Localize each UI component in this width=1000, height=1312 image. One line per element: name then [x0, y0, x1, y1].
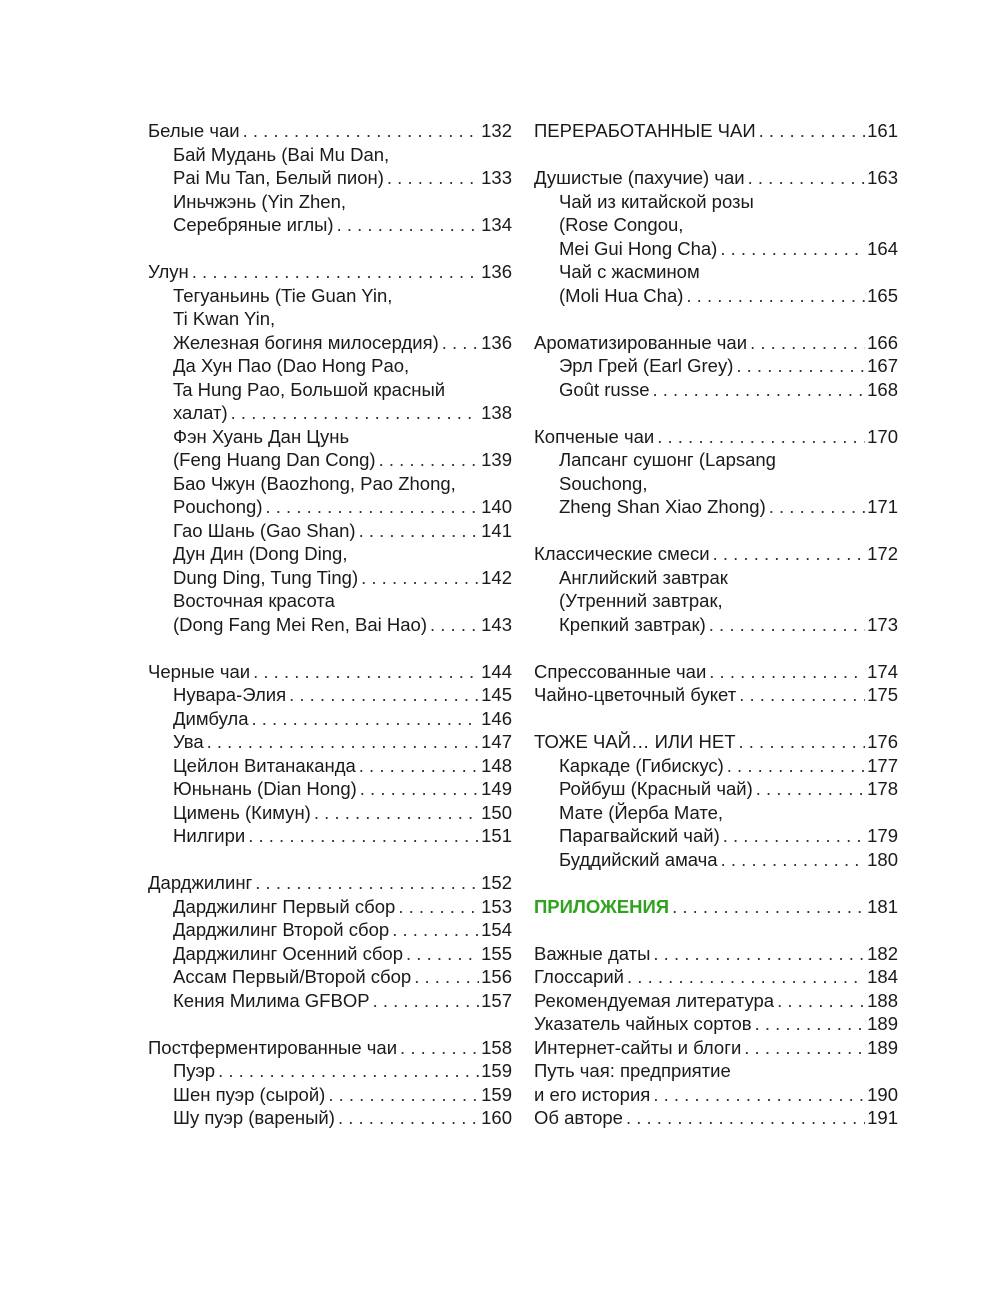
page-number: 180: [867, 848, 898, 870]
dot-leader: [314, 801, 479, 825]
toc-entry-continued[interactable]: [148, 354, 512, 378]
toc-entry-title: Улун: [148, 261, 189, 282]
toc-group: [148, 119, 512, 237]
toc-entry[interactable]: [534, 119, 898, 143]
toc-subentry-title: Гао Шань (Gao Shan): [173, 519, 356, 541]
toc-entry[interactable]: [534, 942, 898, 966]
dot-leader: [755, 1012, 866, 1036]
toc-subentry-title: Димбула: [173, 707, 249, 729]
toc-entry[interactable]: [148, 1036, 512, 1060]
toc-subentry-title: Пуэр: [173, 1060, 216, 1081]
toc-entry-title: ПРИЛОЖЕНИЯ: [534, 895, 670, 917]
dot-leader: [653, 1083, 865, 1107]
toc-entry-continued[interactable]: [148, 284, 512, 308]
toc-entry[interactable]: [534, 378, 898, 402]
toc-subentry-title: Английский завтрак: [559, 566, 728, 588]
toc-subentry-title: Pouchong): [173, 496, 263, 517]
toc-subentry-title: Кения Милима GFBOP: [173, 989, 370, 1011]
toc-subentry-title: Шен пуэр (сырой): [173, 1083, 326, 1105]
dot-leader: [756, 777, 865, 801]
dot-leader: [400, 1036, 479, 1060]
dot-leader: [252, 707, 480, 731]
toc-entry[interactable]: [148, 495, 512, 519]
toc-entry-continued[interactable]: [534, 801, 898, 825]
dot-leader: [243, 119, 480, 143]
dot-leader: [709, 613, 865, 637]
toc-subentry-title: Цимень (Кимун): [173, 801, 311, 823]
toc-subentry-title: Дарджилинг Первый сбор: [173, 895, 396, 917]
toc-subentry-title: Ува: [173, 731, 204, 752]
toc-group: [534, 166, 898, 307]
page-number: 132: [481, 120, 512, 141]
toc-subentry-title: Бао Чжун (Baozhong, Pao Zhong,: [173, 472, 456, 494]
toc-group: [534, 331, 898, 402]
toc-entry-continued[interactable]: [148, 589, 512, 613]
page-number: 172: [867, 543, 898, 564]
dot-leader: [337, 213, 480, 237]
toc-subentry-title: Нувара-Элия: [173, 684, 287, 705]
page-number: 174: [867, 660, 898, 682]
toc-subentry-title: Шу пуэр (вареный): [173, 1107, 335, 1128]
dot-leader: [748, 166, 866, 190]
toc-group: [534, 119, 898, 143]
toc-entry-continued[interactable]: [148, 542, 512, 566]
toc-entry[interactable]: [534, 754, 898, 778]
dot-leader: [328, 1083, 479, 1107]
toc-subentry-title: Ассам Первый/Второй сбор: [173, 966, 412, 987]
toc-subentry-title: (Moli Hua Cha): [559, 284, 684, 306]
page-number: 147: [481, 731, 512, 752]
page-number: 140: [481, 496, 512, 517]
dot-leader: [626, 1106, 865, 1130]
toc-subentry-title: Mei Gui Hong Cha): [559, 237, 718, 259]
toc-entry[interactable]: [148, 989, 512, 1013]
page-number: 165: [867, 284, 898, 306]
toc-entry[interactable]: [148, 519, 512, 543]
toc-entry-title: Классические смеси: [534, 543, 710, 564]
page-number: 182: [867, 942, 898, 964]
dot-leader: [653, 378, 866, 402]
page-number: 184: [867, 966, 898, 987]
toc-entry[interactable]: [148, 683, 512, 707]
toc-entry[interactable]: [148, 613, 512, 637]
toc-group: [534, 660, 898, 707]
page-number: 146: [481, 707, 512, 729]
toc-entry-continued[interactable]: [148, 307, 512, 331]
toc-entry-title: Черные чаи: [148, 660, 251, 682]
toc-subentry-title: (Rose Congou,: [559, 214, 684, 235]
toc-entry[interactable]: [148, 754, 512, 778]
page-number: 164: [867, 237, 898, 259]
toc-entry-title: Спрессованные чаи: [534, 660, 707, 682]
toc-entry[interactable]: [534, 777, 898, 801]
dot-leader: [759, 119, 865, 143]
page-number: 171: [867, 496, 898, 517]
toc-subentry-title: Да Хун Пао (Dao Hong Pao,: [173, 355, 410, 376]
toc-entry[interactable]: [534, 495, 898, 519]
toc-subentry-title: Чай из китайской розы: [559, 190, 754, 212]
toc-entry-continued[interactable]: [148, 143, 512, 167]
toc-subentry-title: Тегуаньинь (Tie Guan Yin,: [173, 284, 393, 306]
toc-subentry-title: Мате (Йерба Мате,: [559, 801, 724, 823]
page-number: 153: [481, 895, 512, 917]
page-number: 158: [481, 1036, 512, 1058]
toc-entry-title: Копченые чаи: [534, 425, 655, 447]
page-number: 141: [481, 519, 512, 541]
toc-subentry-title: Эрл Грей (Earl Grey): [559, 355, 734, 376]
dot-leader: [265, 495, 479, 519]
dot-leader: [360, 777, 479, 801]
toc-entry[interactable]: [148, 1083, 512, 1107]
toc-subentry-title: (Утренний завтрак,: [559, 590, 723, 611]
dot-leader: [713, 542, 866, 566]
toc-entry[interactable]: [148, 730, 512, 754]
page-number: 155: [481, 942, 512, 964]
page-number: 189: [867, 1036, 898, 1058]
page-number: 166: [867, 331, 898, 353]
dot-leader: [248, 824, 479, 848]
toc-subentry-title: Чай с жасмином: [559, 261, 700, 282]
page-number: 160: [481, 1107, 512, 1128]
toc-entry-title: Белые чаи: [148, 120, 240, 141]
toc-entry[interactable]: [534, 895, 898, 919]
toc-subentry-title: (Dong Fang Mei Ren, Bai Hao): [173, 613, 427, 635]
dot-leader: [709, 660, 865, 684]
dot-leader: [379, 448, 480, 472]
toc-entry-title: Чайно-цветочный букет: [534, 684, 737, 705]
dot-leader: [769, 495, 865, 519]
toc-entry-title: ТОЖЕ ЧАЙ… ИЛИ НЕТ: [534, 731, 736, 752]
toc-entry-continued[interactable]: [534, 1059, 898, 1083]
page-number: 145: [481, 684, 512, 705]
toc-column-left: [148, 119, 512, 1153]
toc-entry[interactable]: [534, 824, 898, 848]
toc-subentry-title: (Feng Huang Dan Cong): [173, 449, 376, 470]
toc-subentry-title: Восточная красота: [173, 590, 335, 611]
toc-subentry-title: халат): [173, 402, 228, 423]
toc-entry[interactable]: [534, 660, 898, 684]
page-number: 152: [481, 872, 512, 893]
toc-subentry-title: Ройбуш (Красный чай): [559, 778, 753, 799]
toc-entry[interactable]: [534, 354, 898, 378]
toc-subentry-title: Ti Kwan Yin,: [173, 308, 276, 329]
toc-entry-title: Глоссарий: [534, 966, 625, 987]
dot-leader: [721, 848, 866, 872]
toc-entry-title: ПЕРЕРАБОТАННЫЕ ЧАИ: [534, 120, 756, 141]
page-number: 178: [867, 778, 898, 799]
toc-subentry-title: Иньчжэнь (Yin Zhen,: [173, 190, 347, 212]
toc-subentry-title: Лапсанг сушонг (Lapsang: [559, 449, 776, 470]
toc-subentry-title: Souchong,: [559, 472, 648, 494]
toc-entry[interactable]: [148, 801, 512, 825]
toc-entry[interactable]: [534, 1012, 898, 1036]
toc-subentry-title: Фэн Хуань Дан Цунь: [173, 425, 350, 447]
toc-entry[interactable]: [148, 871, 512, 895]
page-number: 159: [481, 1083, 512, 1105]
toc-subentry-title: Dung Ding, Tung Ting): [173, 566, 359, 588]
toc-subentry-title: Каркаде (Гибискус): [559, 754, 724, 776]
page-number: 167: [867, 355, 898, 376]
page-number: 142: [481, 566, 512, 588]
toc-entry[interactable]: [534, 613, 898, 637]
toc-subentry-title: Бай Мудань (Bai Mu Dan,: [173, 143, 390, 165]
toc-entry-title: Важные даты: [534, 942, 651, 964]
toc-group: [148, 1036, 512, 1130]
page-number: 143: [481, 613, 512, 635]
dot-leader: [387, 166, 479, 190]
toc-entry-continued[interactable]: [534, 190, 898, 214]
toc-entry[interactable]: [148, 119, 512, 143]
toc-entry-title: Ароматизированные чаи: [534, 331, 748, 353]
toc-entry-continued[interactable]: [534, 213, 898, 237]
toc-subentry-title: Pai Mu Tan, Белый пион): [173, 167, 384, 188]
dot-leader: [720, 237, 865, 261]
dot-leader: [231, 401, 479, 425]
toc-entry[interactable]: [148, 448, 512, 472]
page-number: 190: [867, 1083, 898, 1105]
toc-entry[interactable]: [534, 1083, 898, 1107]
toc-subentry-title: Дарджилинг Второй сбор: [173, 919, 390, 940]
toc-entry[interactable]: [148, 1059, 512, 1083]
page-number: 133: [481, 167, 512, 188]
page-number: 191: [867, 1107, 898, 1128]
page-number: 149: [481, 778, 512, 799]
page-number: 177: [867, 754, 898, 776]
toc-entry-continued[interactable]: [148, 472, 512, 496]
dot-leader: [736, 354, 865, 378]
toc-entry[interactable]: [534, 542, 898, 566]
toc-entry[interactable]: [148, 918, 512, 942]
dot-leader: [192, 260, 479, 284]
toc-entry-title: Рекомендуемая литература: [534, 989, 775, 1011]
page-number: 148: [481, 754, 512, 776]
page-number: 168: [867, 378, 898, 400]
toc-entry-continued[interactable]: [148, 425, 512, 449]
dot-leader: [672, 895, 865, 919]
toc-entry-continued[interactable]: [148, 190, 512, 214]
toc-entry[interactable]: [534, 848, 898, 872]
page-number: 161: [867, 120, 898, 141]
toc-entry[interactable]: [148, 965, 512, 989]
dot-leader: [430, 613, 479, 637]
page-number: 150: [481, 801, 512, 823]
page-number: 136: [481, 331, 512, 353]
toc-entry[interactable]: [148, 1106, 512, 1130]
toc-entry-title: Постферментированные чаи: [148, 1036, 398, 1058]
toc-entry[interactable]: [534, 1106, 898, 1130]
toc-group: [534, 730, 898, 871]
toc-group: [148, 260, 512, 636]
page-number: 175: [867, 684, 898, 705]
toc-subentry-title: Нилгири: [173, 825, 246, 846]
toc-entry[interactable]: [148, 942, 512, 966]
toc-subentry-title: Дарджилинг Осенний сбор: [173, 942, 404, 964]
toc-subentry-title: Юньнань (Dian Hong): [173, 778, 357, 799]
toc-entry[interactable]: [148, 824, 512, 848]
toc-entry-title: Душистые (пахучие) чаи: [534, 167, 745, 188]
dot-leader: [653, 942, 865, 966]
toc-entry[interactable]: [534, 730, 898, 754]
toc-entry[interactable]: [148, 401, 512, 425]
dot-leader: [727, 754, 865, 778]
toc-entry[interactable]: [148, 213, 512, 237]
toc-entry-continued[interactable]: [534, 260, 898, 284]
page-number: 173: [867, 613, 898, 635]
dot-leader: [207, 730, 480, 754]
toc-entry-title: Указатель чайных сортов: [534, 1013, 752, 1034]
toc-entry-title: Путь чая: предприятие: [534, 1060, 731, 1081]
toc-entry[interactable]: [534, 166, 898, 190]
dot-leader: [359, 519, 480, 543]
toc-entry[interactable]: [148, 331, 512, 355]
toc-entry-continued[interactable]: [534, 448, 898, 472]
dot-leader: [392, 918, 479, 942]
toc-group: [148, 660, 512, 848]
dot-leader: [627, 965, 865, 989]
toc-subentry-title: Крепкий завтрак): [559, 613, 706, 635]
toc-group: [148, 871, 512, 1012]
toc-group: [534, 895, 898, 919]
toc-entry-continued[interactable]: [148, 378, 512, 402]
dot-leader: [359, 754, 479, 778]
toc-entry[interactable]: [534, 284, 898, 308]
toc-entry[interactable]: [148, 260, 512, 284]
dot-leader: [218, 1059, 479, 1083]
page-number: 181: [867, 895, 898, 917]
page-number: 163: [867, 167, 898, 188]
page-number: 189: [867, 1013, 898, 1034]
page-number: 157: [481, 989, 512, 1011]
page-number: 179: [867, 825, 898, 846]
dot-leader: [373, 989, 480, 1013]
toc-entry-title: и его история: [534, 1083, 651, 1105]
page-number: 170: [867, 425, 898, 447]
dot-leader: [289, 683, 479, 707]
toc-subentry-title: Цейлон Витанаканда: [173, 754, 356, 776]
dot-leader: [361, 566, 479, 590]
toc-entry[interactable]: [148, 166, 512, 190]
toc-entry-title: Об авторе: [534, 1107, 623, 1128]
dot-leader: [338, 1106, 479, 1130]
dot-leader: [406, 942, 479, 966]
dot-leader: [657, 425, 865, 449]
toc-subentry-title: Буддийский амача: [559, 848, 718, 870]
page-number: 154: [481, 919, 512, 940]
dot-leader: [398, 895, 479, 919]
toc-entry[interactable]: [148, 707, 512, 731]
dot-leader: [723, 824, 865, 848]
dot-leader: [744, 1036, 865, 1060]
page-number: 136: [481, 261, 512, 282]
toc-entry[interactable]: [148, 566, 512, 590]
toc-entry[interactable]: [534, 425, 898, 449]
toc-group: [534, 542, 898, 636]
toc-entry[interactable]: [534, 1036, 898, 1060]
page-number: 176: [867, 731, 898, 752]
page-number: 156: [481, 966, 512, 987]
toc-entry[interactable]: [534, 989, 898, 1013]
dot-leader: [442, 331, 479, 355]
toc-group: [534, 942, 898, 1130]
page-number: 159: [481, 1060, 512, 1081]
toc-subentry-title: Парагвайский чай): [559, 825, 720, 846]
toc-entry[interactable]: [534, 683, 898, 707]
toc-entry[interactable]: [148, 895, 512, 919]
toc-entry[interactable]: [534, 965, 898, 989]
toc-subentry-title: Goût russe: [559, 378, 650, 400]
dot-leader: [739, 730, 866, 754]
toc-group: [534, 425, 898, 519]
dot-leader: [253, 660, 479, 684]
page-number: 134: [481, 214, 512, 235]
toc-subentry-title: Zheng Shan Xiao Zhong): [559, 496, 766, 517]
dot-leader: [739, 683, 865, 707]
toc-subentry-title: Железная богиня милосердия): [173, 331, 439, 353]
toc-entry-continued[interactable]: [534, 472, 898, 496]
dot-leader: [414, 965, 479, 989]
toc-subentry-title: Ta Hung Pao, Большой красный: [173, 378, 446, 400]
page-number: 138: [481, 402, 512, 423]
page-number: 188: [867, 989, 898, 1011]
dot-leader: [777, 989, 865, 1013]
page-number: 151: [481, 825, 512, 846]
toc-entry[interactable]: [534, 237, 898, 261]
toc-entry[interactable]: [148, 777, 512, 801]
toc-entry[interactable]: [148, 660, 512, 684]
dot-leader: [686, 284, 865, 308]
page-number: 139: [481, 449, 512, 470]
toc-entry[interactable]: [534, 331, 898, 355]
page-number: 144: [481, 660, 512, 682]
toc-subentry-title: Дун Дин (Dong Ding,: [173, 543, 348, 564]
toc-subentry-title: Серебряные иглы): [173, 214, 334, 235]
toc-entry-continued[interactable]: [534, 589, 898, 613]
dot-leader: [750, 331, 865, 355]
toc-entry-title: Интернет-сайты и блоги: [534, 1036, 742, 1058]
toc-entry-continued[interactable]: [534, 566, 898, 590]
dot-leader: [255, 871, 479, 895]
toc-entry-title: Дарджилинг: [148, 872, 253, 893]
toc-column-right: [534, 119, 898, 1153]
